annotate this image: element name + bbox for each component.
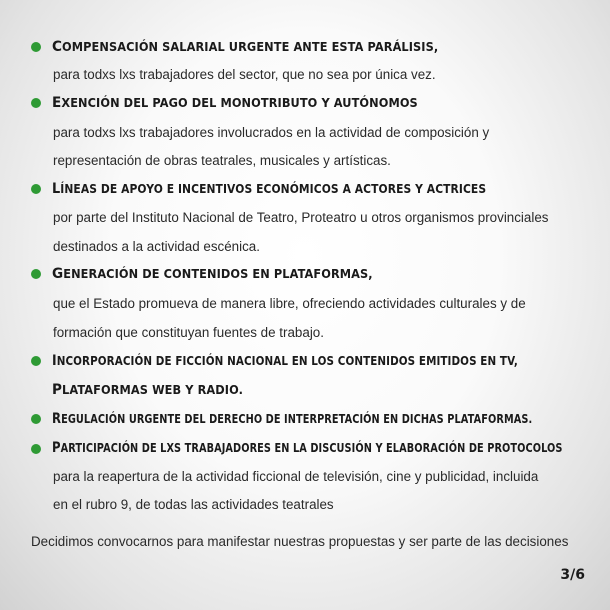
proposal-detail-line: destinados a la actividad escénica. (53, 239, 260, 254)
proposal-detail-line: representación de obras teatrales, musicales y artísticas. (53, 153, 391, 168)
proposal-detail-line: en el rubro 9, de todas las actividades teatrales (53, 497, 334, 512)
proposal-detail-line: por parte del Instituto Nacional de Teatro, Proteatro u otros organismos provinciales (53, 210, 549, 225)
bullet-icon (31, 356, 41, 366)
bullet-icon (31, 414, 41, 424)
proposal-detail-line: para todxs lxs trabajadores involucrados en la actividad de composición y (53, 125, 490, 140)
bullet-icon (31, 98, 41, 108)
proposal-title: INCORPORACIÓN DE FICCIÓN NACIONAL EN LOS CONTENIDOS EMITIDOS EN TV, (52, 352, 518, 369)
bullet-icon (31, 184, 41, 194)
proposal-title: COMPENSACIÓN SALARIAL URGENTE ANTE ESTA PARÁLISIS, (52, 38, 439, 55)
proposal-title-continued: PLATAFORMAS WEB Y RADIO. (52, 381, 243, 398)
page-number: 3/6 (560, 567, 585, 583)
proposal-detail-line: para la reapertura de la actividad ficcional de televisión, cine y publicidad, incluida (53, 469, 539, 484)
proposal-title: EXENCIÓN DEL PAGO DEL MONOTRIBUTO Y AUTÓNOMOS (52, 94, 418, 111)
proposal-title: PARTICIPACIÓN DE LXS TRABAJADORES EN LA DISCUSIÓN Y ELABORACIÓN DE PROTOCOLOS (52, 439, 563, 456)
proposal-title: LÍNEAS DE APOYO E INCENTIVOS ECONÓMICOS A ACTORES Y ACTRICES (52, 180, 487, 197)
proposal-detail-line: para todxs lxs trabajadores del sector, que no sea por única vez. (53, 67, 436, 82)
proposal-title: REGULACIÓN URGENTE DEL DERECHO DE INTERPRETACIÓN EN DICHAS PLATAFORMAS. (52, 410, 533, 427)
bullet-icon (31, 444, 41, 454)
bullet-icon (31, 42, 41, 52)
proposal-detail-line: que el Estado promueva de manera libre, ofreciendo actividades culturales y de (53, 296, 526, 311)
proposal-title: GENERACIÓN DE CONTENIDOS EN PLATAFORMAS, (52, 265, 373, 282)
closing-statement: Decidimos convocarnos para manifestar nuestras propuestas y ser parte de las decisiones (31, 534, 569, 549)
proposal-detail-line: formación que constituyan fuentes de trabajo. (53, 325, 324, 340)
bullet-icon (31, 269, 41, 279)
